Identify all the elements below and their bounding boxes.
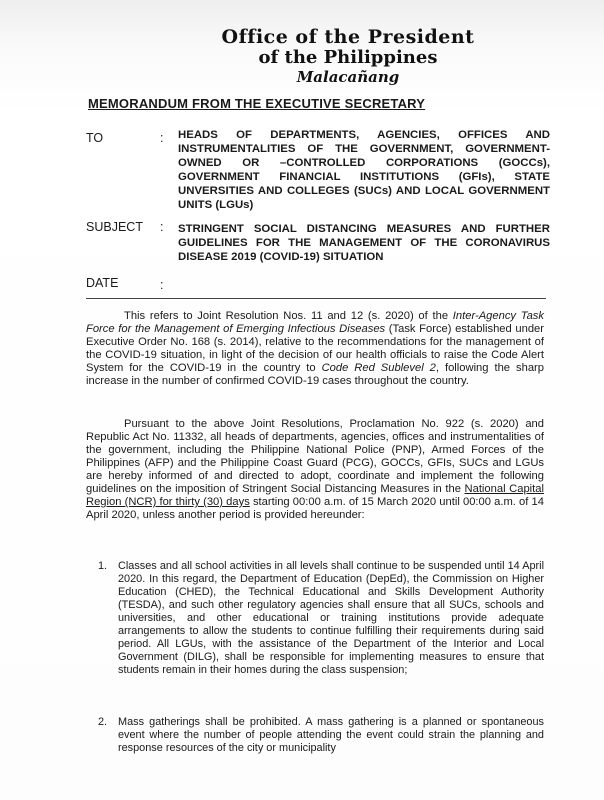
- ncr-period-underlined: National Capital Region (NCR) for thirty (30) days: [86, 483, 544, 508]
- code-red-level: Code Red Sublevel 2: [321, 362, 436, 374]
- memo-title: MEMORANDUM FROM THE EXECUTIVE SECRETARY: [88, 96, 426, 111]
- list-item: [98, 560, 544, 677]
- paragraph-directive: Pursuant to the above Joint Resolutions, Proclamation No. 922 (s. 2020) and Republic Act No. 11332, all heads of departments, agencies, offices and instrumentalities of the government, including the Philippine National Police (PNP), Armed Forces of the Philippines (AFP) and the Philippine Coast Guard (PCG), GOCCs, GFIs, SUCs and LGUs are hereby informed of and directed to adopt, coordinate and implement the following guidelines on the imposition of Stringent Social Distancing Measures in the National Capital Region (NCR) for thirty (30) days starting 00:00 a.m. of 15 March 2020 until 00:00 a.m. of 14 April 2020, unless another period is provided hereunder:: [86, 418, 544, 521]
- list-item-text: Classes and all school activities in all levels shall continue to be suspended until 14 April 2020. In this regard, the Department of Education (DepEd), the Commission on Higher Education (CHED), the Technical Educational and Skills Development Authority (TESDA), and such other regulatory agencies shall ensure that all SUCs, schools and universities, and other educational or training institutions provide adequate arrangements to allow the students to continue fulfilling their requirements during said period. All LGUs, with the assistance of the Department of the Interior and Local Government (DILG), shall be responsible for implementing measures to ensure that students remain in their homes during the class suspension;: [118, 560, 544, 676]
- letterhead-country: of the Philippines: [258, 47, 438, 68]
- letterhead: [0, 26, 604, 86]
- list-item-number: 2.: [98, 716, 108, 728]
- subject-text: STRINGENT SOCIAL DISTANCING MEASURES AND FURTHER GUIDELINES FOR THE MANAGEMENT OF THE CORONAVIRUS DISEASE 2019 (COVID-19) SITUATION: [178, 223, 550, 263]
- task-force-name: Inter-Agency Task Force for the Management of Emerging Infectious Diseases: [86, 310, 544, 335]
- to-recipients: HEADS OF DEPARTMENTS, AGENCIES, OFFICES AND INSTRUMENTALITIES OF THE GOVERNMENT, GOVERNMENT-OWNED OR –CONTROLLED CORPORATIONS (GOCCs), GOVERNMENT FINANCIAL INSTITUTIONS (GFIs), STATE UNVERSITIES AND COLLEGES (SUCs) AND LOCAL GOVERNMENT UNITS (LGUs): [178, 129, 550, 211]
- paragraph-reference: This refers to Joint Resolution Nos. 11 and 12 (s. 2020) of the Inter-Agency Task Force for the Management of Emerging Infectious Diseases (Task Force) established under Executive Order No. 168 (s. 2014), relative to the recommendations for the management of the COVID-19 situation, in light of the decision of our health officials to raise the Code Alert System for the COVID-19 in the country to Code Red Sublevel 2, following the sharp increase in the number of confirmed COVID-19 cases throughout the country.: [86, 310, 544, 387]
- letterhead-palace: Malacañang: [296, 68, 400, 86]
- list-item: [98, 716, 544, 755]
- subject-colon: :: [160, 220, 164, 234]
- letterhead-office: Office of the President: [221, 26, 475, 48]
- to-colon: :: [160, 131, 164, 145]
- date-divider: [86, 298, 546, 299]
- date-colon: :: [160, 278, 164, 292]
- list-item-text: Mass gatherings shall be prohibited. A mass gathering is a planned or spontaneous event where the number of people attending the event could strain the planning and response resources of the city or municipality: [118, 716, 544, 754]
- list-item-number: 1.: [98, 560, 108, 572]
- date-label: DATE: [86, 276, 119, 290]
- to-label: TO: [86, 131, 104, 145]
- subject-label: SUBJECT: [86, 220, 143, 234]
